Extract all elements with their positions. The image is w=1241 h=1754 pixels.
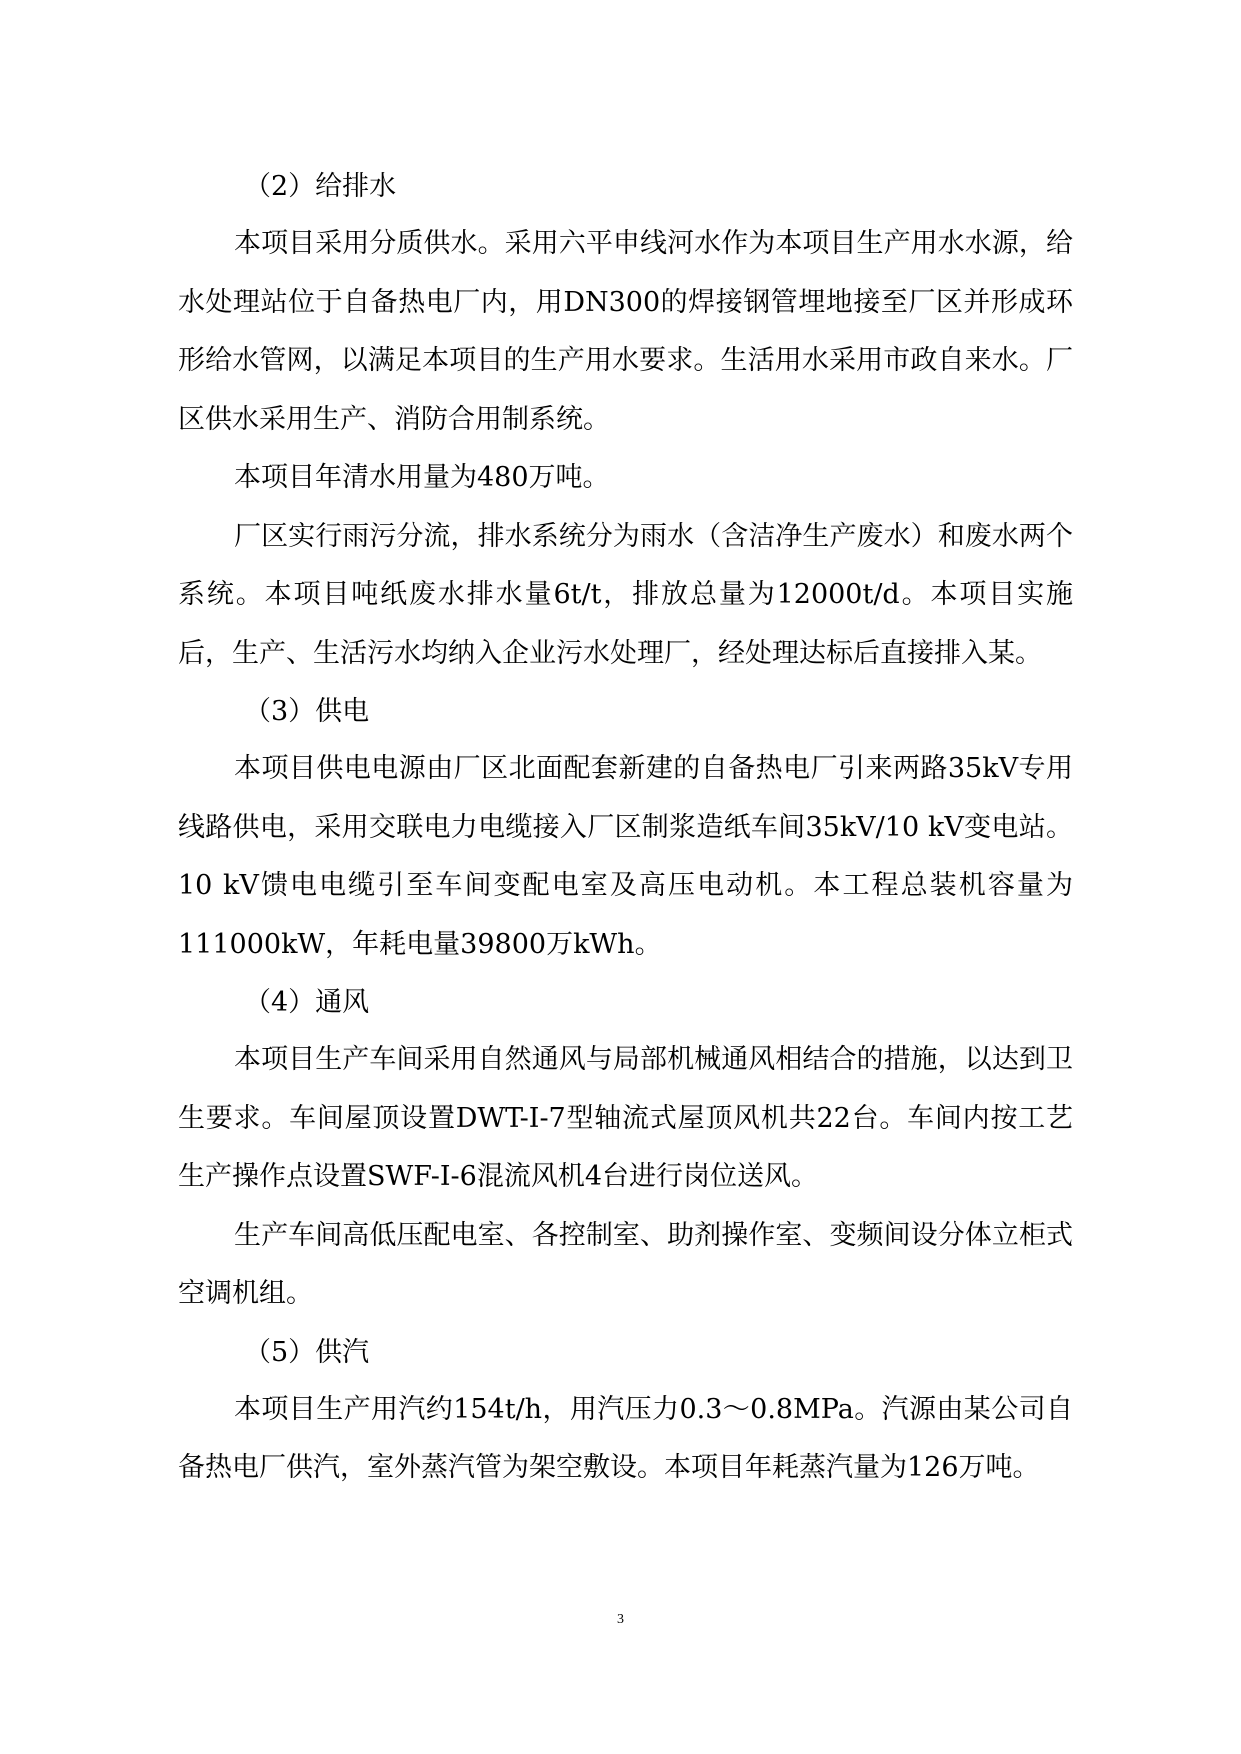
paragraph-ventilation: 本项目生产车间采用自然通风与局部机械通风相结合的措施，以达到卫生要求。车间屋顶设置DWT-I-7型轴流式屋顶风机共22台。车间内按工艺生产操作点设置SWF-I-6混流风机4台进行岗位送风。 <box>178 1044 1073 1192</box>
paragraph-drainage: 厂区实行雨污分流，排水系统分为雨水（含洁净生产废水）和废水两个系统。本项目吨纸废水排水量6t/t，排放总量为12000t/d。本项目实施后，生产、生活污水均纳入企业污水处理厂，经处理达标后直接排入某。 <box>178 520 1073 669</box>
section-heading-ventilation: （4）通风 <box>244 987 370 1018</box>
paragraph-steam-supply: 本项目生产用汽约154t/h，用汽压力0.3～0.8MPa。汽源由某公司自备热电厂供汽，室外蒸汽管为架空敷设。本项目年耗蒸汽量为126万吨。 <box>178 1393 1073 1483</box>
section-heading-power: （3）供电 <box>244 696 370 727</box>
paragraph-air-conditioning: 生产车间高低压配电室、各控制室、助剂操作室、变频间设分体立柜式空调机组。 <box>178 1219 1073 1309</box>
page-number: 3 <box>617 1612 624 1627</box>
document-body <box>178 158 1073 1498</box>
paragraph-water-usage: 本项目年清水用量为480万吨。 <box>234 462 610 493</box>
paragraph-power-supply: 本项目供电电源由厂区北面配套新建的自备热电厂引来两路35kV专用线路供电，采用交联电力电缆接入厂区制浆造纸车间35kV/10 kV变电站。10 kV馈电电缆引至车间变配电室及高压电动机。本工程总装机容量为111000kW，年耗电量39800万kWh。 <box>178 753 1073 960</box>
paragraph-water-supply: 本项目采用分质供水。采用六平申线河水作为本项目生产用水水源，给水处理站位于自备热电厂内，用DN300的焊接钢管埋地接至厂区并形成环形给水管网，以满足本项目的生产用水要求。生活用水采用市政自来水。厂区供水采用生产、消防合用制系统。 <box>178 228 1073 435</box>
section-heading-water: （2）给排水 <box>244 171 397 202</box>
section-heading-steam: （5）供汽 <box>244 1336 370 1368</box>
